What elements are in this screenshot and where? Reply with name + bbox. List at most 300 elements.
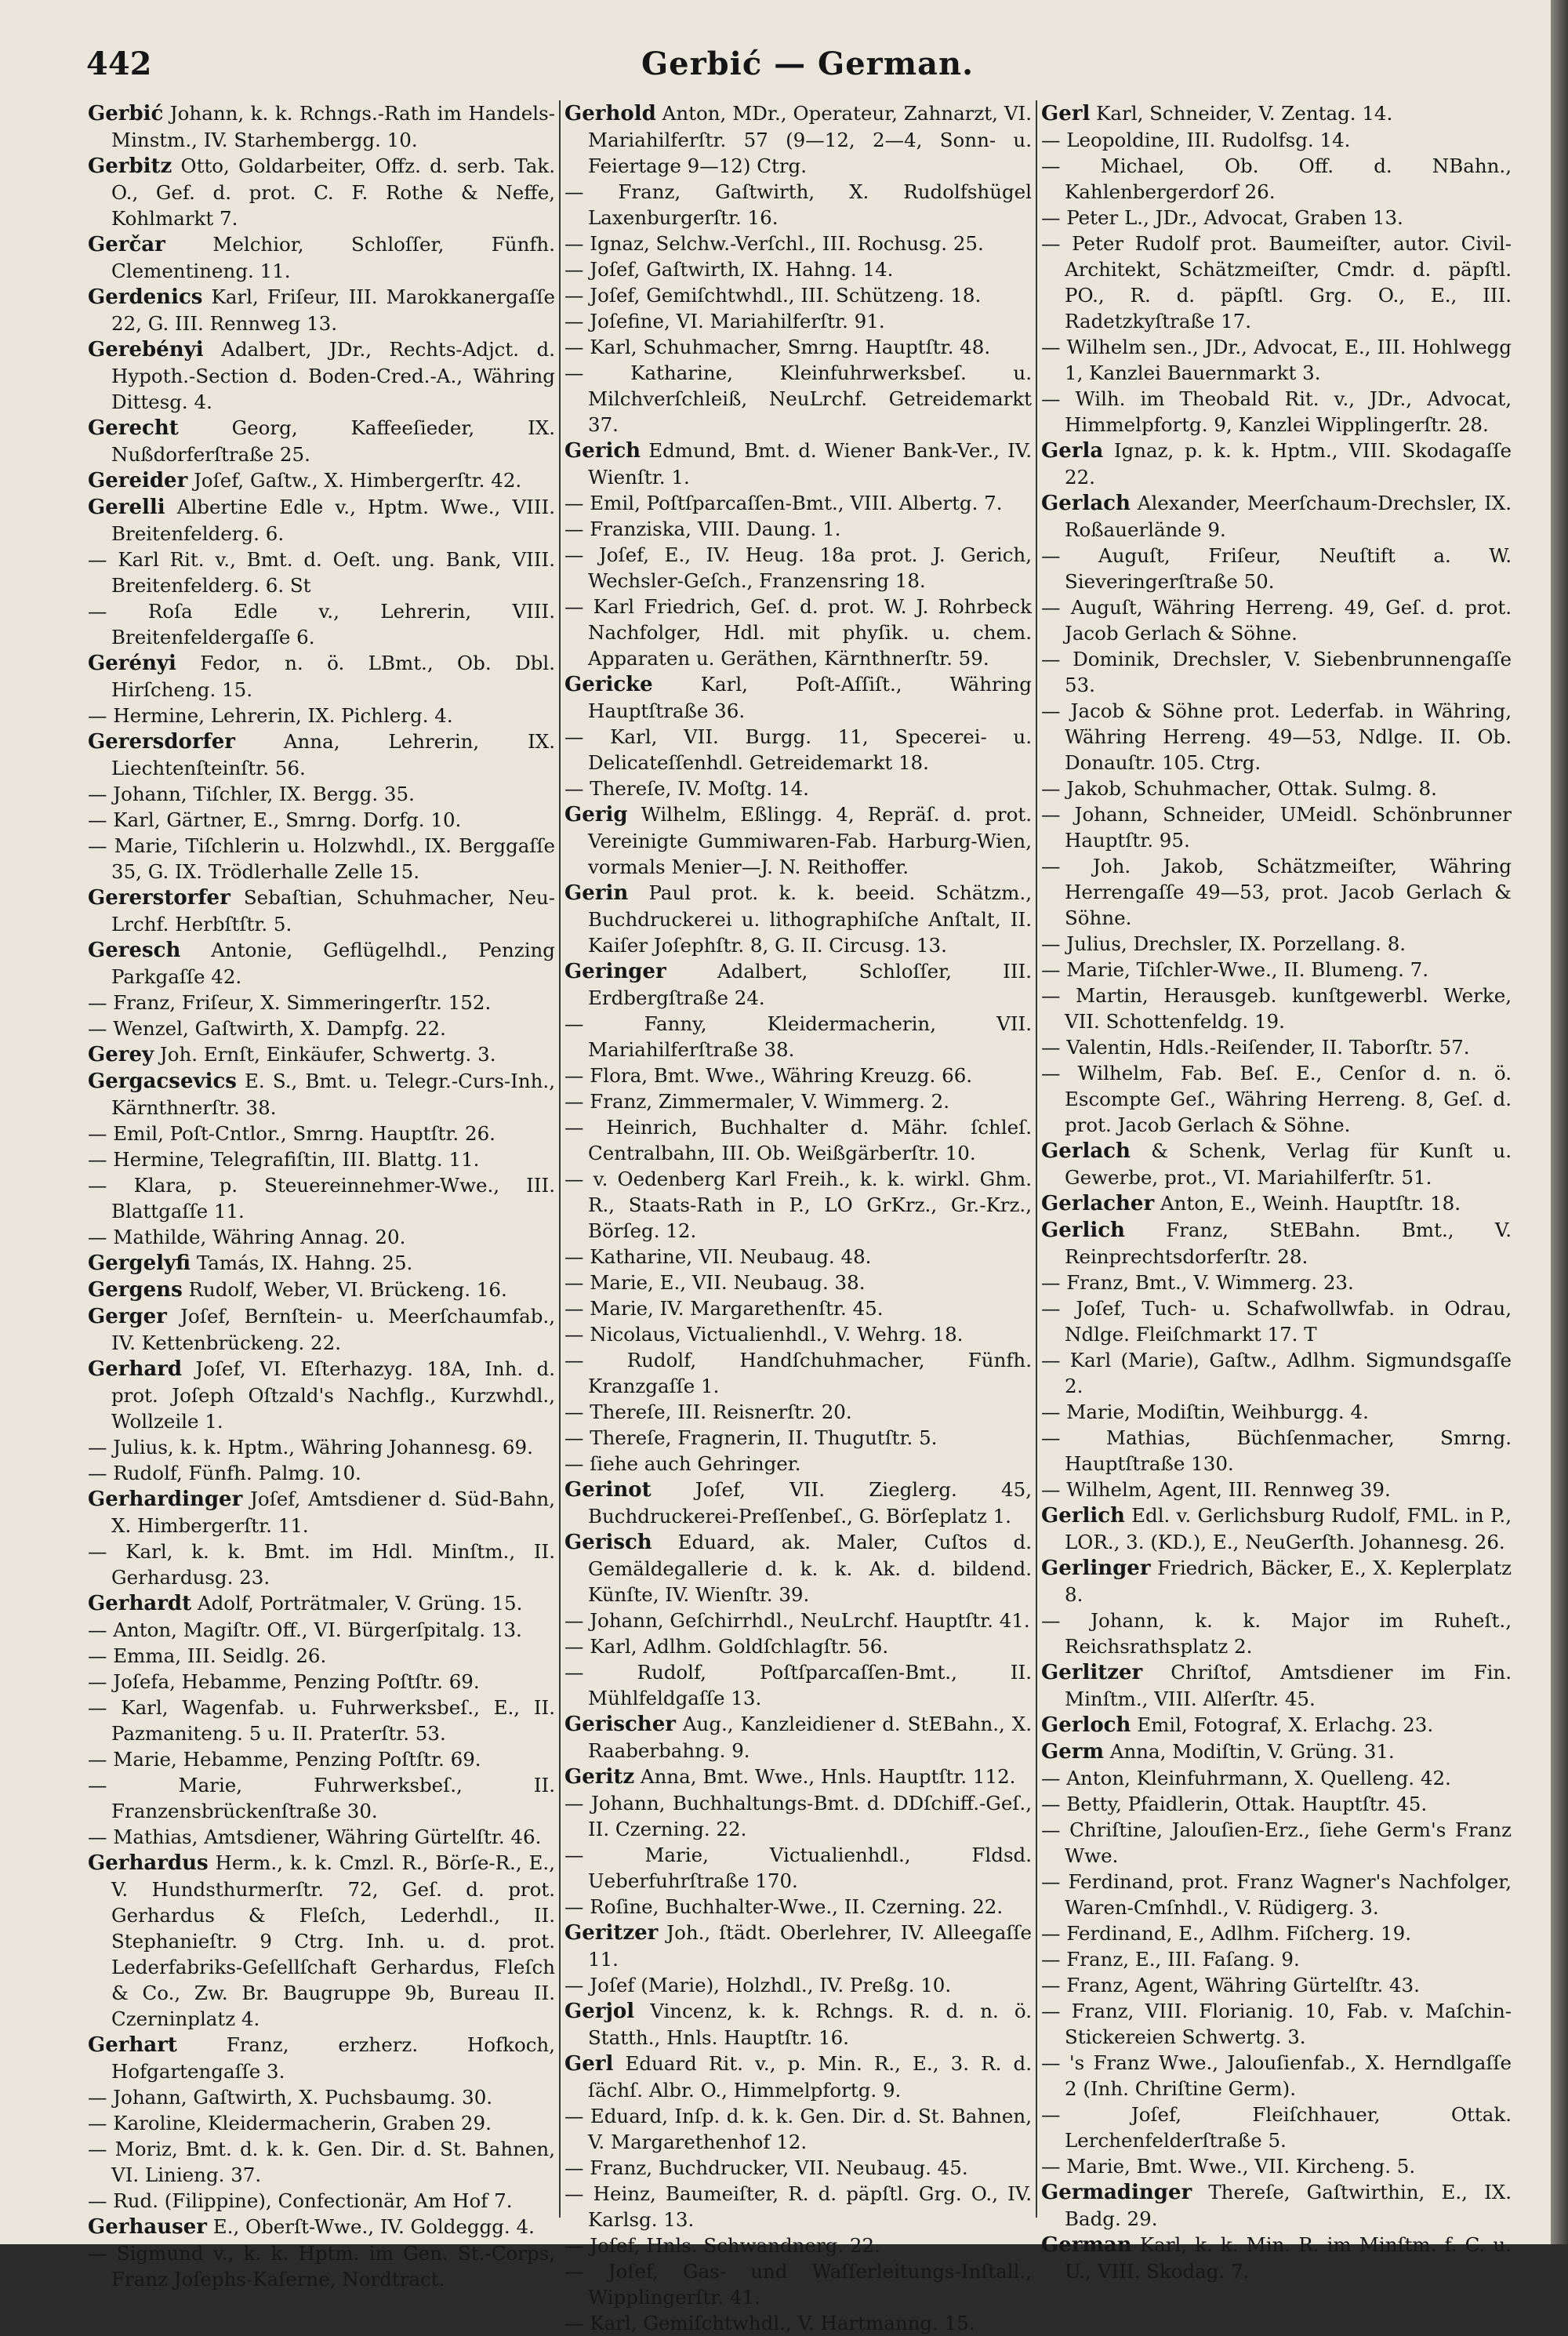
entry-details: Vincenz, k. k. Rchngs. R. d. n. ö. Statth., Hnls. Hauptſtr. 16. [588,2000,1032,2049]
entry-details: — Joſef, E., IV. Heug. 18a prot. J. Gerich, Wechsler-Geſch., Franzensring 18. [564,543,1032,592]
directory-entry [564,1425,1032,1451]
entry-surname: Gerhard [88,1357,183,1381]
entry-details: — Karl, VII. Burgg. 11, Specerei- u. Delicateſſenhdl. Getreidemarkt 18. [564,725,1032,774]
directory-entry [564,542,1032,594]
column-divider [1036,100,1037,2218]
entry-details: — Franz, Zimmermaler, V. Wimmerg. 2. [564,1090,950,1113]
directory-entry [88,2214,555,2240]
directory-entry [88,703,555,728]
entry-details: Anna, Lehrerin, IX. Liechtenſteinſtr. 56. [111,730,555,779]
directory-entry [564,2258,1032,2310]
entry-details: Anna, Bmt. Wwe., Hnls. Hauptſtr. 112. [634,1765,1016,1788]
directory-entry [564,282,1032,308]
directory-entry [1041,2153,1512,2179]
entry-details: — Thereſe, IV. Moſtg. 14. [564,777,809,800]
scan-edge [1551,0,1568,2244]
directory-entry [564,1998,1032,2051]
directory-entry [1041,1712,1512,1738]
entry-surname: Germadinger [1041,2181,1192,2204]
entry-details: — Karl, k. k. Bmt. im Hdl. Minſtm., II. Gerhardusg. 23. [88,1540,555,1589]
entry-details: — Jakob, Schuhmacher, Ottak. Sulmg. 8. [1041,777,1437,800]
entry-surname: Gerlitzer [1041,1661,1143,1684]
entry-details: — Martin, Herausgeb. kunſtgewerbl. Werke, VII. Schottenfeldg. 19. [1041,984,1512,1033]
entry-details: Fedor, n. ö. LBmt., Ob. Dbl. Hirſcheng. 15. [111,652,555,701]
directory-entry [564,1633,1032,1659]
directory-entry [1041,646,1512,698]
directory-entry [1041,1817,1512,1869]
entry-surname: Gergelyfi [88,1252,191,1275]
directory-entry [564,308,1032,334]
column-3 [1041,100,1512,2283]
entry-details: Joh., ſtädt. Oberlehrer, IV. Alleegaſſe 11. [588,1921,1032,1971]
entry-details: — Rudolf, Poſtſparcaſſen-Bmt., II. Mühlfeldgaſſe 13. [564,1661,1032,1709]
directory-entry [564,1764,1032,1790]
entry-surname: Gerger [88,1305,167,1328]
directory-entry [564,1608,1032,1633]
directory-entry [88,1146,555,1172]
entry-surname: Gerlach [1041,492,1131,515]
directory-entry [564,1399,1032,1425]
directory-entry [564,256,1032,282]
entry-details: — Joſef, Gaſtwirth, IX. Hahng. 14. [564,258,894,281]
directory-entry [88,1643,555,1669]
entry-surname: Gerhardus [88,1851,209,1875]
entry-details: — Joſef, Gas- und Waſſerleitungs-Inſtall., Wipplingerſtr. 41. [564,2260,1032,2309]
directory-entry [88,2136,555,2188]
directory-entry [1041,957,1512,983]
directory-entry [88,1277,555,1303]
entry-details: — Marie, Modiſtin, Weihburgg. 4. [1041,1401,1369,1423]
directory-entry [88,1824,555,1850]
directory-entry [1041,1765,1512,1791]
entry-details: — Franz, Friſeur, X. Simmeringerſtr. 152. [88,991,492,1014]
entry-details: Albertine Edle v., Hptm. Wwe., VIII. Breitenfelderg. 6. [111,496,555,545]
directory-entry [1041,386,1512,438]
directory-entry [88,1850,555,2032]
entry-details: — Franz, E., III. Faſang. 9. [1041,1948,1300,1971]
directory-entry [1041,1869,1512,1920]
directory-entry [1041,1270,1512,1295]
entry-details: Edmund, Bmt. d. Wiener Bank-Ver., IV. Wienſtr. 1. [588,439,1032,489]
entry-surname: Geringer [564,960,666,983]
entry-details: — Hermine, Telegrafiſtin, III. Blattg. 11. [88,1148,480,1171]
entry-surname: Gerdenics [88,285,203,309]
directory-entry [564,1477,1032,1529]
directory-entry [564,1088,1032,1114]
entry-details: — Joſef, Gemiſchtwhdl., III. Schützeng. 18. [564,284,982,307]
entry-details: — Betty, Pfaidlerin, Ottak. Hauptſtr. 45. [1041,1793,1428,1815]
directory-entry [88,650,555,703]
entry-details: — Michael, Ob. Off. d. NBahn., Kahlenbergerdorf 26. [1041,154,1512,203]
entry-details: Otto, Goldarbeiter, Offz. d. serb. Tak. O., Gef. d. prot. C. F. Rothe & Neffe, Kohlmarkt 7. [111,154,555,230]
entry-details: — Wilh. im Theobald Rit. v., JDr., Advocat, Himmelpfortg. 9, Kanzlei Wipplingerſtr. 28. [1041,387,1512,436]
directory-entry [564,1711,1032,1764]
entry-details: — Joſefine, VI. Mariahilferſtr. 91. [564,310,885,332]
entry-surname: Gerlach [1041,1139,1131,1163]
entry-details: — Roſine, Buchhalter-Wwe., II. Czerning. 22. [564,1895,1004,1918]
entry-surname: Gerjol [564,2000,635,2023]
entry-details: — Franz, Buchdrucker, VII. Neubaug. 45. [564,2156,968,2179]
directory-entry [564,1972,1032,1998]
entry-details: — Joſefa, Hebamme, Penzing Poſtſtr. 69. [88,1670,480,1693]
entry-details: — Joſef, Hnls. Schwandnerg. 22. [564,2234,880,2257]
directory-entry [564,1114,1032,1166]
directory-entry [564,2051,1032,2103]
directory-entry [88,1617,555,1643]
entry-details: — Johann, Buchhaltungs-Bmt. d. DDſchiff.-Geſ., II. Czerning. 22. [564,1792,1032,1840]
directory-entry [1041,1399,1512,1425]
entry-details: — Auguſt, Währing Herreng. 49, Geſ. d. prot. Jacob Gerlach & Söhne. [1041,596,1512,645]
entry-surname: Gerersdorfer [88,730,235,754]
entry-surname: Gerig [564,803,628,827]
directory-entry [564,1842,1032,1894]
directory-entry [88,1356,555,1434]
directory-entry [564,1529,1032,1608]
entry-details: — Johann, Schneider, UMeidl. Schönbrunner Hauptſtr. 95. [1041,803,1512,852]
directory-entry [564,1063,1032,1088]
entry-details: Karl, Poſt-Aſſiſt., Währing Hauptſtraße 36. [588,673,1032,722]
directory-entry [88,547,555,598]
entry-details: Anna, Modiſtin, V. Grüng. 31. [1103,1740,1395,1763]
entry-details: E., Oberſt-Wwe., IV. Goldeggg. 4. [206,2215,535,2238]
entry-details: E. S., Bmt. u. Telegr.-Curs-Inh., Kärnthnerſtr. 38. [111,1070,555,1119]
directory-entry [1041,1502,1512,1555]
entry-details: Ignaz, p. k. k. Hptm., VIII. Skodagaſſe 22. [1065,439,1512,489]
directory-entry [1041,594,1512,646]
entry-details: — Auguſt, Friſeur, Neuſtift a. W. Sieveringerſtraße 50. [1041,544,1512,593]
entry-details: Paul prot. k. k. beeid. Schätzm., Buchdruckerei u. lithographiſche Anſtalt, II. Kaiſer Joſephſtr. 8, G. II. Circusg. 13. [588,881,1032,957]
entry-details: — Karl, Schuhmacher, Smrng. Hauptſtr. 48. [564,336,991,358]
directory-entry [88,153,555,231]
entry-details: — Peter L., JDr., Advocat, Graben 13. [1041,206,1403,229]
entry-details: — Roſa Edle v., Lehrerin, VIII. Breitenfeldergaſſe 6. [88,600,555,648]
entry-details: — Karl (Marie), Gaſtw., Adlhm. Sigmundsgaſſe 2. [1041,1349,1512,1397]
directory-entry [564,1295,1032,1321]
directory-entry [1041,1555,1512,1608]
entry-surname: Gerla [1041,439,1104,463]
directory-entry [88,284,555,336]
entry-details: — Karl, Gemiſchtwhdl., V. Hartmanng. 15. [564,2312,975,2334]
entry-details: — Franz, VIII. Florianig. 10, Fab. v. Maſchin-Stickereien Schwertg. 3. [1041,2000,1512,2048]
entry-details: — Peter Rudolf prot. Baumeiſter, autor. Civil-Architekt, Schätzmeiſter, Cmdr. d. päpſtl. PO., R. d. päpſtl. Grg. O., E., III. Radetzkyſtraße 17. [1041,232,1512,332]
directory-entry [88,1539,555,1590]
entry-surname: German [1041,2233,1132,2257]
entry-surname: Gerlich [1041,1504,1125,1528]
entry-surname: Gerlinger [1041,1557,1151,1580]
entry-details: — ſiehe auch Gehringer. [564,1452,801,1475]
entry-details: — Marie, Bmt. Wwe., VII. Kircheng. 5. [1041,2155,1416,2178]
directory-entry [564,724,1032,776]
directory-entry [88,885,555,937]
directory-entry [1041,205,1512,231]
directory-entry [1041,1791,1512,1817]
entry-details: — Marie, E., VII. Neubaug. 38. [564,1271,866,1294]
directory-entry [1041,100,1512,127]
directory-entry [88,781,555,807]
column-1 [88,100,555,2291]
directory-entry [1041,1138,1512,1190]
entry-surname: Gereider [88,469,188,492]
entry-details: — Heinrich, Buchhalter d. Mähr. ſchleſ. Centralbahn, III. Ob. Weißgärberſtr. 10. [564,1116,1032,1164]
entry-details: — Wilhelm sen., JDr., Advocat, E., III. Hohlwegg 1, Kanzlei Bauernmarkt 3. [1041,336,1512,384]
entry-details: — Julius, k. k. Hptm., Währing Johannesg. 69. [88,1436,533,1459]
entry-surname: Gerelli [88,496,165,519]
entry-surname: Gerhart [88,2033,177,2057]
entry-details: — Emil, Poſt-Cntlor., Smrng. Hauptſtr. 26. [88,1122,495,1145]
entry-details: — Sigmund v., k. k. Hptm. im Gen. St.-Corps, Franz Joſephs-Kaſerne, Nordtract. [88,2242,555,2291]
entries-area [88,100,1530,2334]
entry-details: Karl, Schneider, V. Zentag. 14. [1090,102,1393,125]
directory-entry [1041,1998,1512,2050]
entry-details: Tamás, IX. Hahng. 25. [191,1252,413,1274]
entry-details: — Karl, Wagenfab. u. Fuhrwerksbeſ., E., II. Pazmaniteng. 5 u. II. Praterſtr. 53. [88,1696,555,1745]
entry-details: Eduard Rit. v., p. Min. R., E., 3. R. d. ſächſ. Albr. O., Himmelpfortg. 9. [588,2052,1032,2102]
entry-surname: Gerhardt [88,1592,192,1615]
entry-surname: Geritz [564,1765,635,1789]
directory-entry [88,231,555,284]
entry-details: — Fanny, Kleidermacherin, VII. Mariahilferſtraße 38. [564,1012,1032,1061]
directory-entry [564,334,1032,360]
entry-details: — Marie, Fuhrwerksbeſ., II. Franzensbrückenſtraße 30. [88,1774,555,1822]
entry-details: — Joſef, Fleiſchhauer, Ottak. Lerchenfelderſtraße 5. [1041,2103,1512,2152]
directory-entry [564,2103,1032,2155]
entry-surname: Gerebényi [88,338,204,361]
directory-entry [564,1244,1032,1270]
directory-entry [88,1224,555,1250]
page-number: 442 [86,45,152,82]
directory-entry [1041,1425,1512,1477]
directory-entry [564,360,1032,438]
entry-details: — Johann, Tiſchler, IX. Bergg. 35. [88,783,415,805]
directory-entry [564,1321,1032,1347]
entry-surname: Gerbić [88,102,164,125]
directory-entry [88,2240,555,2292]
entry-details: — Karl, Adlhm. Goldſchlagſtr. 56. [564,1635,889,1658]
directory-entry [88,1172,555,1224]
entry-surname: Gerhold [564,102,656,125]
entry-details: — Mathilde, Währing Annag. 20. [88,1226,406,1248]
directory-entry [88,598,555,650]
directory-entry [564,880,1032,958]
entry-details: — Klara, p. Steuereinnehmer-Wwe., III. Blattgaſſe 11. [88,1174,555,1222]
entry-details: Edl. v. Gerlichsburg Rudolf, FML. in P., LOR., 3. (KD.), E., NeuGerſth. Johannesg. 26. [1065,1504,1512,1553]
entry-details: Wilhelm, Eßlingg. 4, Repräſ. d. prot. Vereinigte Gummiwaren-Fab. Harburg-Wien, vormals Menier—J. N. Reithoffer. [588,803,1032,878]
entry-details: — Marie, Tiſchlerin u. Holzwhdl., IX. Berggaſſe 35, G. IX. Trödlerhalle Zelle 15. [88,834,555,883]
entry-details: — Rud. (Filippine), Confectionär, Am Hof 7. [88,2189,513,2212]
directory-entry [88,1250,555,1277]
entry-details: — Franziska, VIII. Daung. 1. [564,518,841,540]
directory-entry [88,807,555,833]
directory-entry [564,490,1032,516]
directory-entry [564,516,1032,542]
directory-entry [88,1695,555,1746]
directory-entry [88,1434,555,1460]
entry-details: — Wenzel, Gaſtwirth, X. Dampfg. 22. [88,1017,446,1040]
directory-entry [1041,127,1512,153]
entry-surname: Gergens [88,1278,183,1302]
directory-entry [564,179,1032,231]
entry-details: Franz, StEBahn. Bmt., V. Reinprechtsdorferſtr. 28. [1065,1219,1512,1268]
entry-details: — Moriz, Bmt. d. k. k. Gen. Dir. d. St. Bahnen, VI. Linieng. 37. [88,2138,555,2186]
entry-details: — Leopoldine, III. Rudolfsg. 14. [1041,129,1351,151]
entry-details: Adolf, Porträtmaler, V. Grüng. 15. [191,1592,523,1615]
directory-entry [1041,543,1512,594]
entry-details: — Johann, Gaſtwirth, X. Puchsbaumg. 30. [88,2086,493,2109]
directory-entry [88,494,555,547]
directory-entry [1041,931,1512,957]
entry-details: Emil, Fotograf, X. Erlachg. 23. [1131,1713,1434,1736]
entry-details: & Schenk, Verlag für Kunſt u. Gewerbe, prot., VI. Mariahilferſtr. 51. [1065,1139,1512,1189]
entry-details: — Thereſe, III. Reisnerſtr. 20. [564,1401,852,1423]
entry-surname: Gergacsevics [88,1070,237,1093]
running-title: Gerbić — German. [641,45,974,82]
entry-details: Anton, MDr., Operateur, Zahnarzt, VI. Mariahilferſtr. 57 (9—12, 2—4, Sonn- u. Feiertage 9—12) Ctrg. [588,102,1032,177]
directory-entry [1041,801,1512,853]
directory-entry [1041,1659,1512,1712]
entry-details: — Thereſe, Fragnerin, II. Thugutſtr. 5. [564,1426,938,1449]
directory-entry [564,1011,1032,1063]
directory-entry [88,937,555,990]
directory-entry [1041,1190,1512,1217]
entry-surname: Gericke [564,673,653,696]
entry-details: — Karoline, Kleidermacherin, Graben 29. [88,2112,492,2134]
entry-details: — Dominik, Drechsler, V. Siebenbrunnengaſſe 53. [1041,648,1512,696]
entry-details: — Marie, Hebamme, Penzing Poſtſtr. 69. [88,1748,481,1771]
directory-entry [1041,231,1512,334]
entry-details: Joſef, Amtsdiener d. Süd-Bahn, X. Himbergerſtr. 11. [111,1488,555,1537]
entry-details: — Rudolf, Handſchuhmacher, Fünfh. Kranzgaſſe 1. [564,1349,1032,1397]
directory-entry [564,231,1032,256]
entry-details: — Joh. Jakob, Schätzmeiſter, Währing Herrengaſſe 49—53, prot. Jacob Gerlach & Söhne. [1041,855,1512,929]
directory-entry [1041,1738,1512,1765]
directory-entry [88,1460,555,1486]
entry-details: Anton, E., Weinh. Hauptſtr. 18. [1154,1192,1461,1215]
entry-details: — Julius, Drechsler, IX. Porzellang. 8. [1041,932,1406,955]
entry-surname: Gerlacher [1041,1192,1155,1215]
directory-entry [564,1347,1032,1399]
entry-details: Friedrich, Bäcker, E., X. Keplerplatz 8. [1065,1557,1512,1606]
entry-details: Chriſtof, Amtsdiener im Fin. Minſtm., VIII. Alſerſtr. 45. [1065,1661,1512,1710]
entry-details: — Franz, Gaſtwirth, X. Rudolfshügel Laxenburgerſtr. 16. [564,180,1032,229]
entry-surname: Gerl [564,2052,614,2076]
entry-details: — Flora, Bmt. Wwe., Währing Kreuzg. 66. [564,1064,973,1087]
directory-entry [564,1790,1032,1842]
directory-entry [88,2032,555,2084]
directory-entry [1041,1972,1512,1998]
entry-surname: Gerinot [564,1478,652,1502]
entry-details: — Ignaz, Selchw.-Verſchl., III. Rochusg. 25. [564,232,984,255]
directory-entry [88,100,555,153]
entry-surname: Geritzer [564,1921,659,1945]
directory-entry [1041,983,1512,1034]
entry-details: Aug., Kanzleidiener d. StEBahn., X. Raaberbahng. 9. [588,1713,1032,1762]
directory-entry [1041,153,1512,205]
entry-details: — Wilhelm, Agent, III. Rennweg 39. [1041,1478,1391,1501]
column-divider [559,100,561,2218]
directory-entry [1041,1477,1512,1502]
entry-details: — Franz, Agent, Währing Gürtelſtr. 43. [1041,1974,1420,1996]
entry-details: Antonie, Geflügelhdl., Penzing Parkgaſſe 42. [111,939,555,988]
directory-entry [1041,776,1512,801]
entry-details: — Johann, Geſchirrhdl., NeuLrchf. Hauptſtr. 41. [564,1609,1030,1632]
entry-details: Franz, erzherz. Hofkoch, Hofgartengaſſe 3. [111,2033,555,2083]
directory-entry [1041,1034,1512,1060]
entry-surname: Gerin [564,881,629,905]
entry-details: Karl, Friſeur, III. Marokkanergaſſe 22, G. III. Rennweg 13. [111,285,555,335]
directory-entry [88,2110,555,2136]
entry-surname: Gerhauser [88,2215,207,2239]
entry-details: — Katharine, VII. Neubaug. 48. [564,1245,872,1268]
entry-details: — Valentin, Hdls.-Reiſender, II. Taborſtr. 57. [1041,1036,1470,1059]
entry-details: Adalbert, Schloſſer, III. Erdbergſtraße 24. [588,960,1032,1009]
directory-entry [564,2232,1032,2258]
directory-entry [564,1270,1032,1295]
entry-details: — Jacob & Söhne prot. Lederfab. in Währing, Währing Herreng. 49—53, Ndlge. II. Ob. Donauſtr. 105. Ctrg. [1041,699,1512,774]
entry-details: — Emil, Poſtſparcaſſen-Bmt., VIII. Albertg. 7. [564,492,1003,514]
directory-entry [88,1303,555,1356]
entry-details: — Katharine, Kleinfuhrwerksbeſ. u. Milchverſchleiß, NeuLrchf. Getreidemarkt 37. [564,361,1032,436]
entry-details: — Ferdinand, E., Adlhm. Fiſcherg. 19. [1041,1922,1411,1945]
directory-entry [88,1041,555,1068]
directory-entry [88,1015,555,1041]
entry-details: — Karl Rit. v., Bmt. d. Oeſt. ung. Bank, VIII. Breitenfelderg. 6. St [88,548,555,597]
directory-entry [1041,1608,1512,1659]
entry-details: Adalbert, JDr., Rechts-Adjct. d. Hypoth.-Section d. Boden-Cred.-A., Währing Ditteѕg. 4. [111,338,555,413]
directory-entry [88,1746,555,1772]
entry-details: — Ferdinand, prot. Franz Wagner's Nachfolger, Waren-Cmſnhdl., V. Rüdigerg. 3. [1041,1870,1512,1919]
entry-surname: Gerloch [1041,1713,1131,1737]
entry-details: Sebaſtian, Schuhmacher, Neu-Lrchf. Herbſtſtr. 5. [111,886,555,935]
entry-details: — Marie, Victualienhdl., Fldsd. Ueberfuhrſtraße 170. [564,1844,1032,1892]
entry-surname: Gerčar [88,233,165,256]
entry-surname: Germ [1041,1740,1104,1764]
entry-details: — Karl Friedrich, Geſ. d. prot. W. J. Rohrbeck Nachfolger, Hdl. mit phyſik. u. chem. Apparaten u. Geräthen, Kärnthnerſtr. 59. [564,595,1032,670]
directory-entry [564,776,1032,801]
entry-details: — Mathias, Büchſenmacher, Smrng. Hauptſtraße 130. [1041,1426,1512,1475]
entry-details: — v. Oedenberg Karl Freih., k. k. wirkl. Ghm. R., Staats-Rath in P., LO GrKrz., Gr.-Krz., Börſeg. 12. [564,1168,1032,1242]
entry-details: Alexander, Meerſchaum-Drechsler, IX. Roßauerlände 9. [1065,492,1512,541]
directory-entry [88,336,555,415]
entry-details: — Karl, Gärtner, E., Smrng. Dorfg. 10. [88,808,462,831]
entry-details: Johann, k. k. Rchngs.-Rath im Handels-Minstm., IV. Starhembergg. 10. [111,102,555,151]
directory-entry [1041,1217,1512,1270]
entry-details: — Nicolaus, Victualienhdl., V. Wehrg. 18. [564,1323,964,1346]
directory-entry [88,467,555,494]
entry-surname: Gerbitz [88,154,172,178]
directory-entry [88,1486,555,1539]
directory-entry [88,1669,555,1695]
entry-details: Herm., k. k. Cmzl. R., Börſe-R., E., V. Hundsthurmerſtr. 72, Geſ. d. prot. Gerhardus & Fleſch, Lederhdl., II. Stephanieſtr. 9 Ctrg. Inh. u. d. prot. Lederfabriks-Geſellſchaft Gerhardus, Fleſch & Co., Zw. Br. Baugruppe 9b, Bureau II. Czerninplatz 4. [111,1851,555,2030]
entry-surname: Gerényi [88,652,176,675]
entry-surname: Gerhardinger [88,1488,243,1511]
directory-entry [88,415,555,467]
entry-details: — Anton, Kleinfuhrmann, X. Quelleng. 42. [1041,1767,1451,1789]
entry-surname: Gerlich [1041,1219,1125,1242]
directory-entry [564,1166,1032,1244]
entry-surname: Gererstorfer [88,886,230,910]
entry-details: — Franz, Bmt., V. Wimmerg. 23. [1041,1271,1354,1294]
entry-surname: Gerl [1041,102,1091,125]
directory-entry [564,1451,1032,1477]
directory-entry [1041,853,1512,931]
directory-entry [1041,1946,1512,1972]
entry-details: — 's Franz Wwe., Jalouſienfab., X. Herndlgaſſe 2 (Inh. Chriſtine Germ). [1041,2051,1512,2100]
entry-details: — Rudolf, Fünfh. Palmg. 10. [88,1462,361,1484]
entry-details: — Wilhelm, Fab. Beſ. E., Cenſor d. n. ö. Escompte Geſ., Währing Herreng. 8, Geſ. d. prot. Jacob Gerlach & Söhne. [1041,1062,1512,1136]
entry-details: — Mathias, Amtsdiener, Währing Gürtelſtr. 46. [88,1826,542,1848]
entry-details: — Hermine, Lehrerin, IX. Pichlerg. 4. [88,704,453,727]
entry-surname: Gerisch [564,1531,652,1554]
